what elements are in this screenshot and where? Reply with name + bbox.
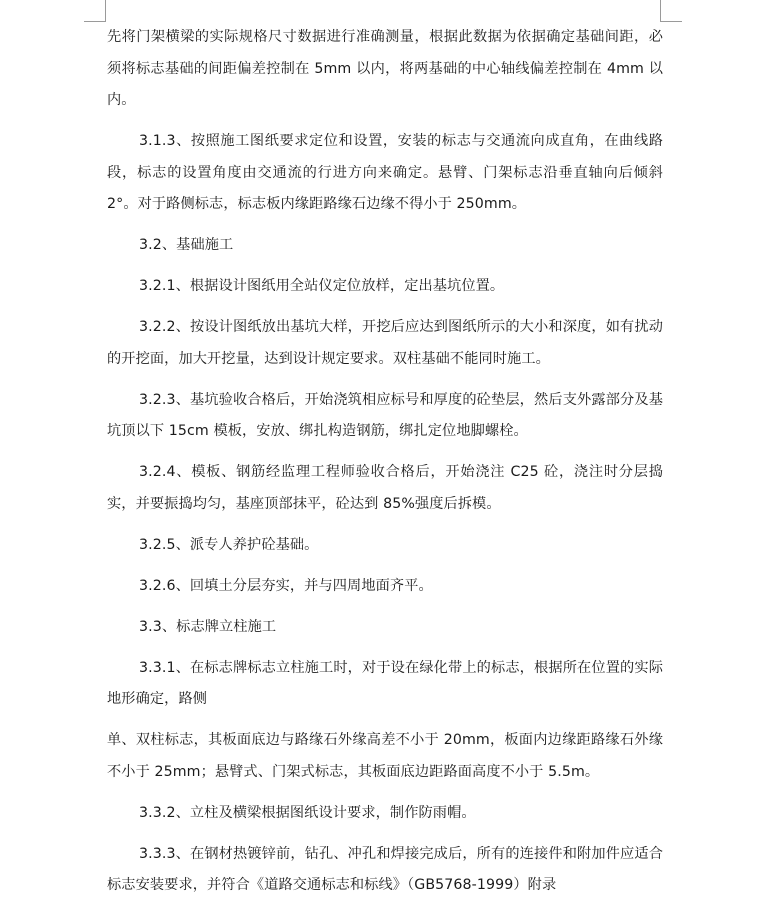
paragraph-sign-height-requirements: 单、双柱标志，其板面底边与路缘石外缘高差不小于 20mm，板面内边缘距路缘石外缘不小于 25mm；悬臂式、门架式标志，其板面底边距路面高度不小于 5.5m。 — [107, 732, 663, 780]
paragraph-3-2-5: 3.2.5、派专人养护砼基础。 — [139, 536, 319, 553]
page-corner-mark-right — [660, 0, 682, 22]
document-body — [107, 22, 663, 902]
paragraph-foundation-measurement: 先将门架横梁的实际规格尺寸数据进行准确测量，根据此数据为依据确定基础间距，必须将标志基础的间距偏差控制在 5mm 以内，将两基础的中心轴线偏差控制在 4mm 以内。 — [107, 29, 663, 108]
paragraph-3-2-3: 3.2.3、基坑验收合格后，开始浇筑相应标号和厚度的砼垫层，然后支外露部分及基坑顶以下 15cm 模板，安放、绑扎构造钢筋，绑扎定位地脚螺栓。 — [107, 391, 663, 439]
paragraph-3-1-3: 3.1.3、按照施工图纸要求定位和设置，安装的标志与交通流向成直角，在曲线路段，标志的设置角度由交通流的行进方向来确定。悬臂、门架标志沿垂直轴向后倾斜 2°。对于路侧标志，标志板内缘距路缘石边缘不得小于 250mm。 — [107, 133, 663, 212]
paragraph-3-3-3: 3.3.3、在钢材热镀锌前，钻孔、冲孔和焊接完成后，所有的连接件和附加件应适合标志安装要求，并符合《道路交通标志和标线》（GB5768-1999）附录 — [107, 845, 663, 893]
section-heading-3-2: 3.2、基础施工 — [139, 237, 234, 253]
paragraph-3-2-2: 3.2.2、按设计图纸放出基坑大样，开挖后应达到图纸所示的大小和深度，如有扰动的开挖面，加大开挖量，达到设计规定要求。双柱基础不能同时施工。 — [107, 319, 663, 367]
page-corner-mark-left — [84, 0, 106, 22]
paragraph-3-2-4: 3.2.4、模板、钢筋经监理工程师验收合格后，开始浇注 C25 砼，浇注时分层捣实，并要振捣均匀，基座顶部抹平，砼达到 85%强度后拆模。 — [107, 464, 663, 512]
section-heading-3-3: 3.3、标志牌立柱施工 — [139, 618, 277, 635]
paragraph-3-3-2: 3.3.2、立柱及横梁根据图纸设计要求，制作防雨帽。 — [139, 804, 476, 821]
paragraph-3-2-1: 3.2.1、根据设计图纸用全站仪定位放样，定出基坑位置。 — [139, 278, 505, 294]
paragraph-3-3-1: 3.3.1、在标志牌标志立柱施工时，对于设在绿化带上的标志，根据所在位置的实际地形确定，路侧 — [107, 659, 663, 707]
paragraph-3-2-6: 3.2.6、回填土分层夯实，并与四周地面齐平。 — [139, 577, 433, 594]
